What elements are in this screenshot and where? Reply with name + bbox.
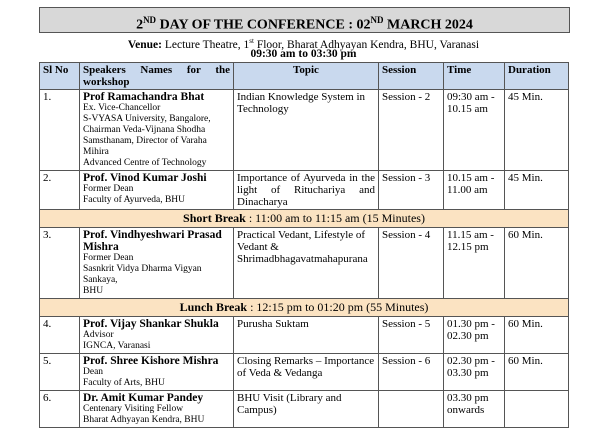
duration-cell <box>505 391 569 428</box>
speaker-cell <box>80 171 234 210</box>
speaker-detail: Sasnkrit Vidya Dharma Vigyan Sankaya, <box>83 264 202 285</box>
row-sl: 1. <box>40 90 80 171</box>
speaker-cell <box>80 354 234 391</box>
time-cell: 02.30 pm - 03.30 pm <box>444 354 505 391</box>
row-sl: 5. <box>40 354 80 391</box>
speaker-detail: Chairman Veda-Vijnana Shodha <box>83 125 206 135</box>
speaker-detail: Dean <box>83 367 104 377</box>
speaker-detail: Ex. Vice-Chancellor <box>83 103 161 113</box>
duration-cell: 60 Min. <box>505 228 569 299</box>
lunch-break-time: : 12:15 pm to 01:20 pm (55 Minutes) <box>250 300 429 314</box>
topic-cell: Indian Knowledge System in Technology <box>234 90 379 171</box>
short-break-time: : 11:00 am to 11:15 am (15 Minutes) <box>248 211 425 225</box>
topic-cell: Practical Vedant, Lifestyle of Vedant & Shrimadbhagavatmahapurana <box>234 228 379 299</box>
speaker-detail: Faculty of Arts, BHU <box>83 378 165 388</box>
time-cell: 03.30 pm onwards <box>444 391 505 428</box>
table-row <box>40 171 569 210</box>
speaker-detail: IGNCA, Varanasi <box>83 341 151 351</box>
table-row <box>40 317 569 354</box>
col-speakers: Speakers Names for the workshop <box>80 63 234 90</box>
row-sl: 2. <box>40 171 80 210</box>
table-row <box>40 354 569 391</box>
table-header <box>40 63 569 90</box>
session-cell: Session - 6 <box>379 354 444 391</box>
speaker-detail: Former Dean <box>83 253 134 263</box>
speaker-detail: Samsthanam, Director of Varaha Mihira <box>83 136 207 157</box>
event-time: 09:30 am to 03:30 pm <box>250 48 357 60</box>
col-topic: Topic <box>234 63 379 90</box>
time-cell: 11.15 am - 12.15 pm <box>444 228 505 299</box>
row-sl: 3. <box>40 228 80 299</box>
speaker-name: Prof Ramachandra Bhat <box>83 91 205 103</box>
speaker-name: Dr. Amit Kumar Pandey <box>83 392 204 404</box>
time-cell: 09:30 am - 10.15 am <box>444 90 505 171</box>
speaker-detail: Bharat Adhyayan Kendra, BHU <box>83 415 205 425</box>
short-break-label: Short Break <box>183 211 246 225</box>
speaker-cell <box>80 228 234 299</box>
time-cell: 10.15 am - 11.00 am <box>444 171 505 210</box>
speaker-cell <box>80 317 234 354</box>
col-session: Session <box>379 63 444 90</box>
speaker-cell <box>80 391 234 428</box>
schedule-table <box>39 62 569 428</box>
session-cell: Session - 3 <box>379 171 444 210</box>
session-cell <box>379 391 444 428</box>
short-break-row <box>40 210 569 228</box>
speaker-cell <box>80 90 234 171</box>
session-cell: Session - 4 <box>379 228 444 299</box>
duration-cell: 45 Min. <box>505 171 569 210</box>
session-cell: Session - 2 <box>379 90 444 171</box>
duration-cell: 45 Min. <box>505 90 569 171</box>
col-duration: Duration <box>505 63 569 90</box>
speaker-detail: Advisor <box>83 330 114 340</box>
speaker-name: Prof. Shree Kishore Mishra <box>83 355 219 367</box>
speaker-detail: Advanced Centre of Technology <box>83 158 207 168</box>
lunch-break-row <box>40 299 569 317</box>
row-sl: 6. <box>40 391 80 428</box>
speaker-detail: BHU <box>83 286 104 296</box>
page-title: 2ND DAY OF THE CONFERENCE : 02ND MARCH 2024 <box>39 7 570 33</box>
lunch-break-label: Lunch Break <box>179 300 248 314</box>
row-sl: 4. <box>40 317 80 354</box>
col-time: Time <box>444 63 505 90</box>
speaker-name: Prof. Vijay Shankar Shukla <box>83 318 219 330</box>
speaker-name: Prof. Vindhyeshwari Prasad Mishra <box>83 229 222 253</box>
duration-cell: 60 Min. <box>505 354 569 391</box>
duration-cell: 60 Min. <box>505 317 569 354</box>
time-cell: 01.30 pm - 02.30 pm <box>444 317 505 354</box>
col-sl: Sl No <box>40 63 80 90</box>
topic-cell: Importance of Ayurveda in the light of Rituchariya and Dinacharya <box>234 171 379 210</box>
speaker-detail: Centenary Visiting Fellow <box>83 404 184 414</box>
speaker-detail: Faculty of Ayurveda, BHU <box>83 195 186 205</box>
speaker-detail: S-VYASA University, Bangalore, <box>83 114 211 124</box>
topic-cell: Purusha Suktam <box>234 317 379 354</box>
speaker-detail: Former Dean <box>83 184 134 194</box>
session-cell: Session - 5 <box>379 317 444 354</box>
topic-cell: BHU Visit (Library and Campus) <box>234 391 379 428</box>
venue-line: Venue: Lecture Theatre, 1st Floor, Bharat Adhyayan Kendra, BHU, Varanasi <box>127 37 480 51</box>
topic-cell: Closing Remarks – Importance of Veda & Vedanga <box>234 354 379 391</box>
speaker-name: Prof. Vinod Kumar Joshi <box>83 172 207 184</box>
table-row <box>40 228 569 299</box>
table-row <box>40 90 569 171</box>
table-row <box>40 391 569 428</box>
